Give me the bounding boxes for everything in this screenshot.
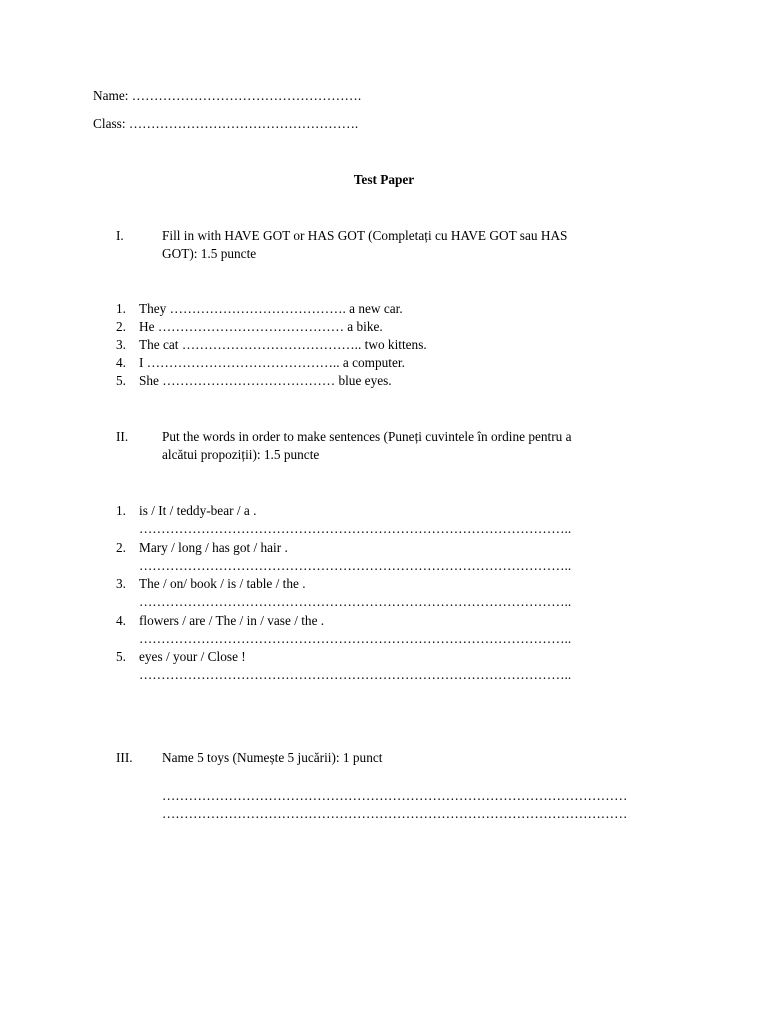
item-text: They …………………………………. a new car.	[139, 301, 403, 316]
class-field-line: Class: …………………………………………….	[93, 116, 359, 131]
item-number: 3.	[116, 337, 126, 352]
item-number: 2.	[116, 539, 126, 555]
item-text: is / It / teddy-bear / a .	[139, 503, 257, 518]
answer-line: ……………………………………………………………………………………..	[139, 630, 572, 646]
section-1-instruction-line1: Fill in with HAVE GOT or HAS GOT (Completați cu HAVE GOT sau HAS	[162, 228, 568, 243]
item-text: The cat ………………………………….. two kittens.	[139, 337, 427, 352]
item-number: 4.	[116, 355, 126, 370]
answer-line: ……………………………………………………………………………………………	[162, 788, 628, 803]
answer-line: ……………………………………………………………………………………..	[139, 521, 572, 536]
answer-line: ……………………………………………………………………………………..	[139, 557, 572, 573]
section-1-instruction	[162, 227, 567, 263]
section-3-answer-lines	[162, 787, 627, 823]
item-number: 5.	[116, 649, 126, 664]
section-3-instruction: Name 5 toys (Numește 5 jucării): 1 punct	[162, 750, 383, 765]
item-number: 1.	[116, 503, 126, 518]
item-text: flowers / are / The / in / vase / the .	[139, 612, 325, 628]
item-number: 2.	[116, 319, 126, 334]
section-1-instruction-line2: GOT): 1.5 puncte	[162, 246, 257, 261]
answer-line: ……………………………………………………………………………………..	[139, 594, 572, 609]
item-text: She ………………………………… blue eyes.	[139, 373, 392, 388]
section-3-numeral: III.	[116, 750, 133, 765]
item-number: 3.	[116, 576, 126, 591]
section-1-numeral: I.	[116, 228, 124, 243]
answer-line: ……………………………………………………………………………………………	[162, 806, 628, 821]
item-text: Mary / long / has got / hair .	[139, 539, 288, 555]
item-text: He …………………………………… a bike.	[139, 319, 383, 334]
item-number: 4.	[116, 612, 126, 628]
section-2-instruction-line2: alcătui propoziții): 1.5 puncte	[162, 447, 320, 462]
page-title: Test Paper	[353, 172, 415, 187]
answer-line: ……………………………………………………………………………………..	[139, 667, 572, 682]
item-text: eyes / your / Close !	[139, 649, 246, 664]
item-number: 1.	[116, 301, 126, 316]
name-field-line: Name: …………………………………………….	[93, 88, 362, 103]
section-2-numeral: II.	[116, 429, 129, 444]
section-2-instruction	[162, 428, 572, 464]
item-number: 5.	[116, 373, 126, 388]
section-2-instruction-line1: Put the words in order to make sentences (Puneți cuvintele în ordine pentru a	[162, 429, 572, 444]
item-text: The / on/ book / is / table / the .	[139, 576, 306, 591]
item-text: I …………………………………….. a computer.	[139, 355, 405, 370]
